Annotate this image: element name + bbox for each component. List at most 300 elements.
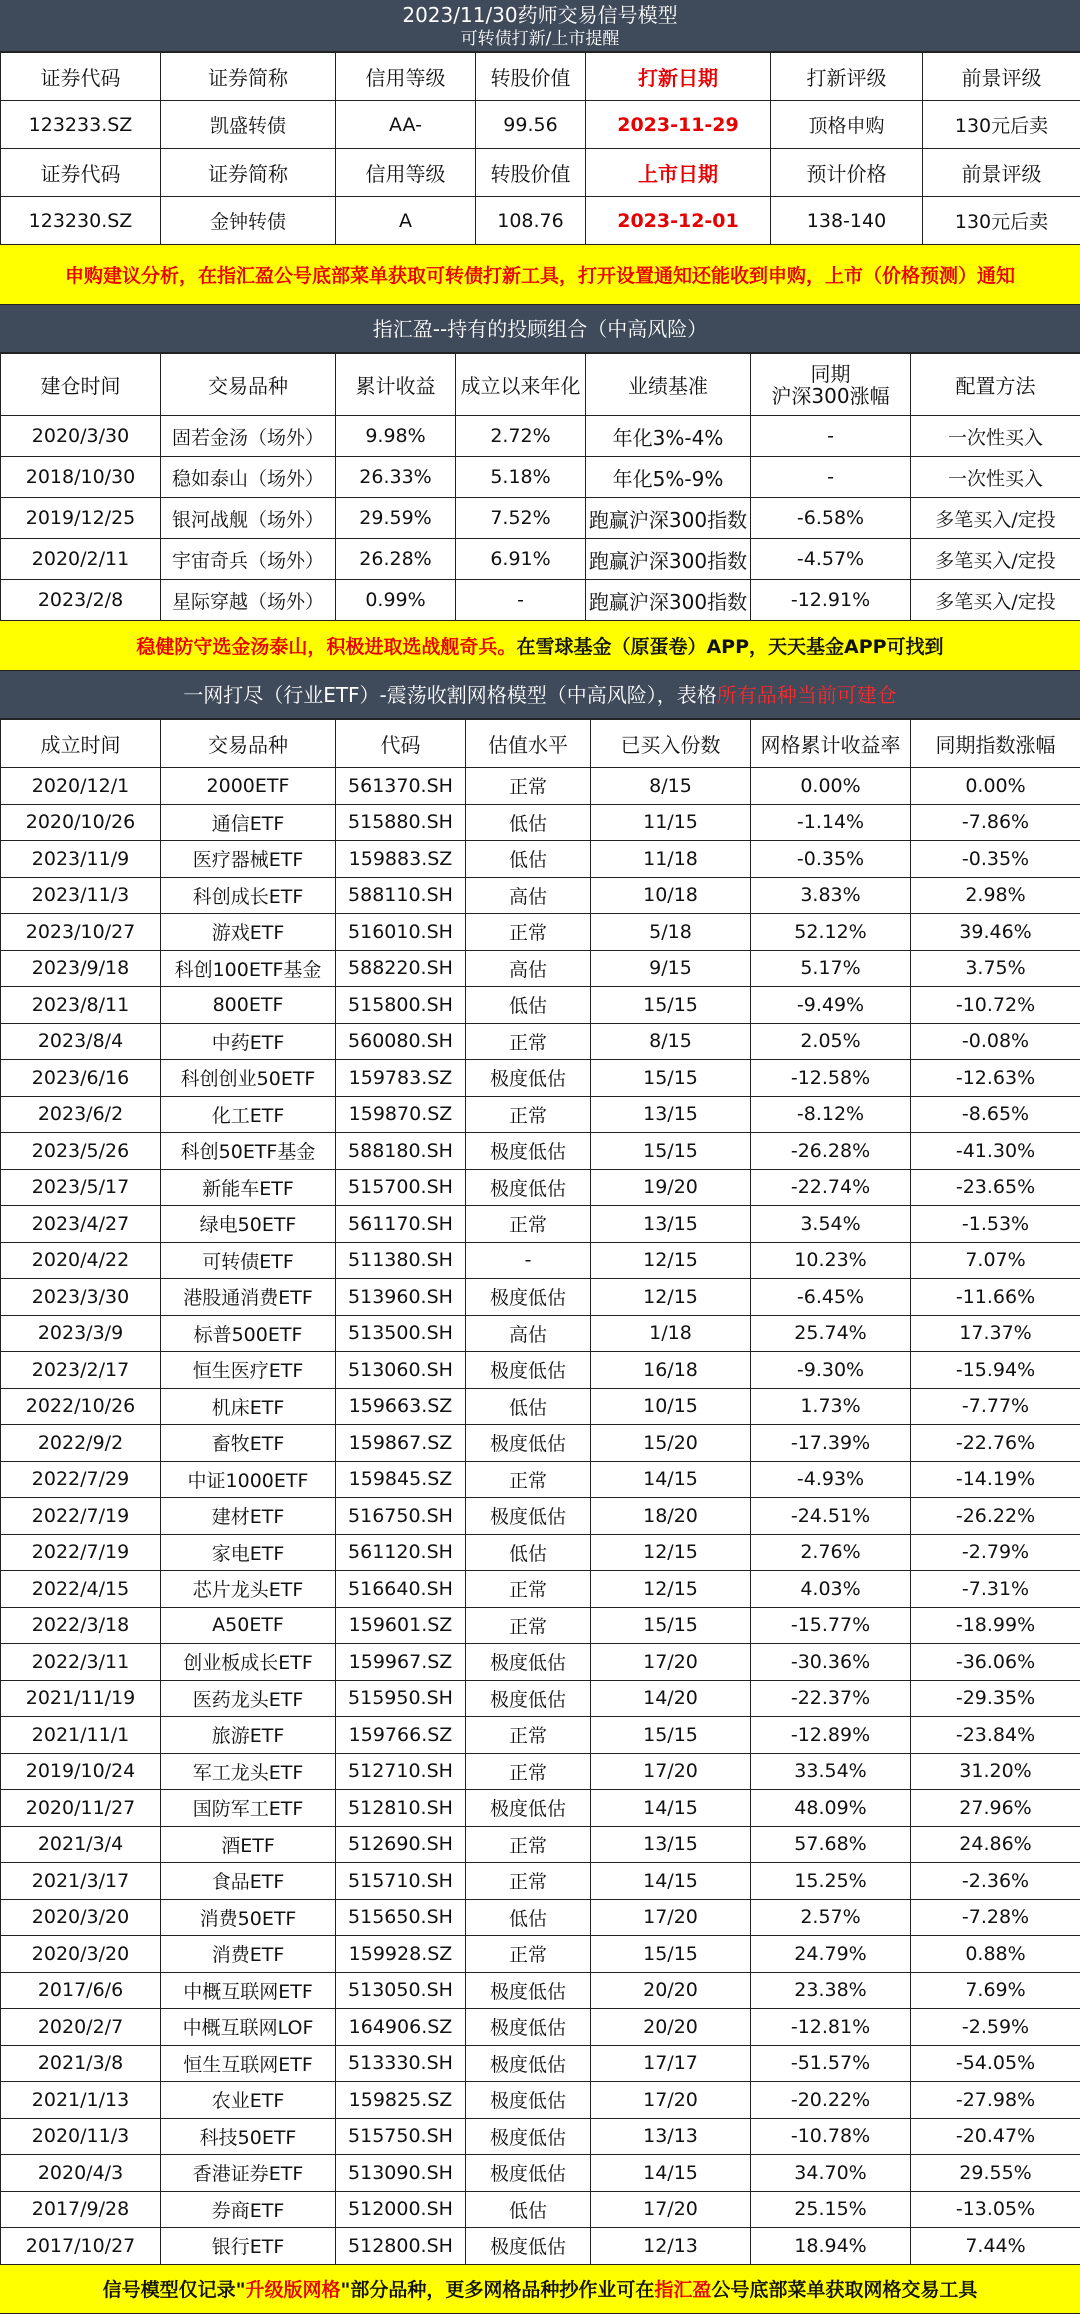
table-row (1, 1571, 1080, 1608)
table-cell: 中概互联网ETF (161, 1972, 336, 2009)
table-cell: 10/15 (591, 1388, 751, 1425)
table-cell: 17/20 (591, 2191, 751, 2228)
table-cell: 极度低估 (466, 2118, 591, 2155)
table-cell: 24.86% (911, 1826, 1080, 1863)
table-cell: -6.45% (751, 1279, 911, 1316)
table-cell: 芯片龙头ETF (161, 1571, 336, 1608)
column-header: 建仓时间 (1, 354, 161, 416)
table-cell: -10.78% (751, 2118, 911, 2155)
table-cell: 588110.SH (336, 877, 466, 914)
table-row (1, 1790, 1080, 1827)
table-cell: 2023/3/30 (1, 1279, 161, 1316)
table-row (1, 768, 1080, 805)
table-cell: -2.36% (911, 1863, 1080, 1900)
table-row (1, 950, 1080, 987)
table-row (1, 2118, 1080, 2155)
column-header: 配置方法 (911, 354, 1080, 416)
table-cell: 极度低估 (466, 1169, 591, 1206)
table-cell: 8/15 (591, 1023, 751, 1060)
header-line: 同期 (753, 363, 908, 385)
table-row (1, 1644, 1080, 1681)
table-cell: 19/20 (591, 1169, 751, 1206)
table-cell: -7.31% (911, 1571, 1080, 1608)
column-header: 成立以来年化 (456, 354, 586, 416)
table-cell: 159870.SZ (336, 1096, 466, 1133)
table-cell: 29.55% (911, 2155, 1080, 2192)
table-cell: 低估 (466, 804, 591, 841)
table-cell: 正常 (466, 1096, 591, 1133)
column-header: 累计收益 (336, 354, 456, 416)
table-cell: 2021/11/19 (1, 1680, 161, 1717)
table-cell: 2022/7/19 (1, 1534, 161, 1571)
table-cell: 低估 (466, 1899, 591, 1936)
table-cell: 15/15 (591, 1133, 751, 1170)
table-cell: 2023/11/9 (1, 841, 161, 878)
table-cell: 科创成长ETF (161, 877, 336, 914)
table-row (1, 1498, 1080, 1535)
table-cell: 消费ETF (161, 1936, 336, 1973)
table-cell: 食品ETF (161, 1863, 336, 1900)
table-cell: 14/15 (591, 1863, 751, 1900)
portfolio-header-row (1, 354, 1080, 416)
column-header-benchmark (751, 354, 911, 416)
table-cell: 16/18 (591, 1352, 751, 1389)
table-cell: 159825.SZ (336, 2082, 466, 2119)
table-cell: 2022/4/15 (1, 1571, 161, 1608)
table-cell: 17/17 (591, 2045, 751, 2082)
table-row (1, 1425, 1080, 1462)
grid-title-highlight: 所有品种当前可建仓 (717, 682, 897, 708)
table-cell: -51.57% (751, 2045, 911, 2082)
table-cell: 2021/3/17 (1, 1863, 161, 1900)
table-cell: 29.59% (336, 498, 456, 539)
table-cell: 512800.SH (336, 2228, 466, 2265)
table-cell: 12/13 (591, 2228, 751, 2265)
notice-portfolio (0, 621, 1080, 671)
table-cell: 0.99% (336, 580, 456, 621)
table-cell: 20/20 (591, 1972, 751, 2009)
table-cell: 512810.SH (336, 1790, 466, 1827)
table-cell: 固若金汤（场外） (161, 416, 336, 457)
table-cell: 建材ETF (161, 1498, 336, 1535)
table-cell: 科创50ETF基金 (161, 1133, 336, 1170)
table-cell: 513050.SH (336, 1972, 466, 2009)
column-header: 信用等级 (336, 53, 476, 101)
table-cell: 2021/3/4 (1, 1826, 161, 1863)
table-cell: 33.54% (751, 1753, 911, 1790)
column-header: 证券简称 (161, 53, 336, 101)
table-cell: 588220.SH (336, 950, 466, 987)
table-cell: -26.28% (751, 1133, 911, 1170)
table-cell: 国防军工ETF (161, 1790, 336, 1827)
table-cell: 513330.SH (336, 2045, 466, 2082)
table-cell: 港股通消费ETF (161, 1279, 336, 1316)
table-cell: 2017/6/6 (1, 1972, 161, 2009)
table-cell: 515950.SH (336, 1680, 466, 1717)
notice-subscription: 申购建议分析，在指汇盈公号底部菜单获取可转债打新工具，打开设置通知还能收到申购，上市（价格预测）通知 (0, 245, 1080, 305)
table-cell: 159867.SZ (336, 1425, 466, 1462)
table-cell: 恒生医疗ETF (161, 1352, 336, 1389)
table-cell: -6.58% (751, 498, 911, 539)
table-cell: 108.76 (476, 197, 586, 245)
table-cell: 2020/2/11 (1, 539, 161, 580)
table-cell: 130元后卖 (923, 101, 1080, 149)
table-cell: 13/15 (591, 1826, 751, 1863)
table-row (1, 1461, 1080, 1498)
table-cell: 星际穿越（场外） (161, 580, 336, 621)
grid-header-row (1, 720, 1080, 768)
table-cell: 13/15 (591, 1206, 751, 1243)
table-cell: 正常 (466, 1023, 591, 1060)
column-header: 预计价格 (771, 149, 923, 197)
table-cell: 2023-12-01 (586, 197, 771, 245)
table-cell: -9.30% (751, 1352, 911, 1389)
table-row (1, 416, 1080, 457)
column-header: 交易品种 (161, 720, 336, 768)
column-header: 打新评级 (771, 53, 923, 101)
table-cell: 15/15 (591, 1607, 751, 1644)
table-cell: 1.73% (751, 1388, 911, 1425)
table-cell: -22.76% (911, 1425, 1080, 1462)
table-cell: 2017/10/27 (1, 2228, 161, 2265)
table-cell: 2021/3/8 (1, 2045, 161, 2082)
table-cell: 2019/10/24 (1, 1753, 161, 1790)
table-cell: 159601.SZ (336, 1607, 466, 1644)
bond-row (1, 101, 1080, 149)
table-row (1, 1936, 1080, 1973)
table-cell: 2020/3/20 (1, 1899, 161, 1936)
header-line: 沪深300涨幅 (753, 385, 908, 407)
table-cell: 2020/12/1 (1, 768, 161, 805)
table-cell: 2.05% (751, 1023, 911, 1060)
table-cell: 9/15 (591, 950, 751, 987)
table-cell: 561170.SH (336, 1206, 466, 1243)
table-cell: -24.51% (751, 1498, 911, 1535)
table-cell: 0.00% (911, 768, 1080, 805)
table-cell: 稳如泰山（场外） (161, 457, 336, 498)
table-cell: -54.05% (911, 2045, 1080, 2082)
table-row (1, 1717, 1080, 1754)
table-cell: -12.91% (751, 580, 911, 621)
table-cell: 2023/2/17 (1, 1352, 161, 1389)
page-subtitle: 可转债打新/上市提醒 (461, 28, 620, 50)
table-cell: 513500.SH (336, 1315, 466, 1352)
table-cell: 中证1000ETF (161, 1461, 336, 1498)
table-row (1, 2228, 1080, 2265)
table-cell: 4.03% (751, 1571, 911, 1608)
table-cell: 消费50ETF (161, 1899, 336, 1936)
table-cell: 正常 (466, 1863, 591, 1900)
table-cell: -2.59% (911, 2009, 1080, 2046)
table-cell: -7.77% (911, 1388, 1080, 1425)
column-header: 已买入份数 (591, 720, 751, 768)
table-cell: 科创100ETF基金 (161, 950, 336, 987)
table-cell: 2022/9/2 (1, 1425, 161, 1462)
notice-portfolio-red: 稳健防守选金汤泰山，积极进取选战舰奇兵。 (136, 632, 516, 659)
table-row (1, 1133, 1080, 1170)
table-cell: 15.25% (751, 1863, 911, 1900)
table-cell: 2023/3/9 (1, 1315, 161, 1352)
table-cell: 130元后卖 (923, 197, 1080, 245)
table-cell: 正常 (466, 1753, 591, 1790)
table-cell: -26.22% (911, 1498, 1080, 1535)
table-row (1, 1352, 1080, 1389)
table-cell: 创业板成长ETF (161, 1644, 336, 1681)
table-cell: 2000ETF (161, 768, 336, 805)
table-cell: 12/15 (591, 1279, 751, 1316)
table-cell: 26.33% (336, 457, 456, 498)
table-cell: 多笔买入/定投 (911, 580, 1080, 621)
table-cell: 512710.SH (336, 1753, 466, 1790)
table-cell: -8.12% (751, 1096, 911, 1133)
table-cell: 0.00% (751, 768, 911, 805)
portfolio-title-band (0, 305, 1080, 353)
table-cell: -15.77% (751, 1607, 911, 1644)
table-cell: 57.68% (751, 1826, 911, 1863)
column-header: 估值水平 (466, 720, 591, 768)
table-cell: 7.07% (911, 1242, 1080, 1279)
table-cell: 银行ETF (161, 2228, 336, 2265)
table-cell: -27.98% (911, 2082, 1080, 2119)
table-cell: 159928.SZ (336, 1936, 466, 1973)
table-cell: 可转债ETF (161, 1242, 336, 1279)
table-cell: -12.89% (751, 1717, 911, 1754)
table-cell: 游戏ETF (161, 914, 336, 951)
table-cell: -23.84% (911, 1717, 1080, 1754)
table-cell: 515710.SH (336, 1863, 466, 1900)
table-row (1, 1972, 1080, 2009)
table-cell: 164906.SZ (336, 2009, 466, 2046)
column-header: 交易品种 (161, 354, 336, 416)
table-cell: 高估 (466, 877, 591, 914)
table-cell: 正常 (466, 1717, 591, 1754)
table-cell: 159766.SZ (336, 1717, 466, 1754)
table-cell: 年化5%-9% (586, 457, 751, 498)
table-cell: 多笔买入/定投 (911, 539, 1080, 580)
table-cell: 高估 (466, 1315, 591, 1352)
table-cell: 15/15 (591, 1060, 751, 1097)
table-cell: 5.17% (751, 950, 911, 987)
table-cell: 14/20 (591, 1680, 751, 1717)
table-cell: 513060.SH (336, 1352, 466, 1389)
table-cell: 一次性买入 (911, 416, 1080, 457)
table-cell: 3.54% (751, 1206, 911, 1243)
table-cell: 宇宙奇兵（场外） (161, 539, 336, 580)
table-cell: 香港证券ETF (161, 2155, 336, 2192)
table-cell: 52.12% (751, 914, 911, 951)
table-cell: 27.96% (911, 1790, 1080, 1827)
table-cell: 8/15 (591, 768, 751, 805)
table-cell: -0.08% (911, 1023, 1080, 1060)
table-row (1, 1607, 1080, 1644)
column-header: 证券代码 (1, 149, 161, 197)
table-cell: 515800.SH (336, 987, 466, 1024)
table-row (1, 2155, 1080, 2192)
table-cell: 旅游ETF (161, 1717, 336, 1754)
table-cell: A (336, 197, 476, 245)
table-cell: 159967.SZ (336, 1644, 466, 1681)
table-cell: -10.72% (911, 987, 1080, 1024)
table-cell: 2023/10/27 (1, 914, 161, 951)
table-cell: 14/15 (591, 1790, 751, 1827)
grid-table (0, 719, 1080, 2265)
table-cell: -0.35% (751, 841, 911, 878)
table-cell: -14.19% (911, 1461, 1080, 1498)
table-cell: 15/20 (591, 1425, 751, 1462)
table-cell: -20.22% (751, 2082, 911, 2119)
table-cell: A50ETF (161, 1607, 336, 1644)
table-cell: 3.83% (751, 877, 911, 914)
table-cell: 13/15 (591, 1096, 751, 1133)
table-cell: -15.94% (911, 1352, 1080, 1389)
table-cell: 极度低估 (466, 1644, 591, 1681)
table-cell: 516010.SH (336, 914, 466, 951)
table-cell: 34.70% (751, 2155, 911, 2192)
table-cell: 1/18 (591, 1315, 751, 1352)
table-cell: 极度低估 (466, 2228, 591, 2265)
table-cell: 2023/4/27 (1, 1206, 161, 1243)
table-cell: 极度低估 (466, 1133, 591, 1170)
table-cell: 正常 (466, 1607, 591, 1644)
table-cell: 2023/6/16 (1, 1060, 161, 1097)
table-cell: 2020/3/20 (1, 1936, 161, 1973)
table-cell: 2020/4/3 (1, 2155, 161, 2192)
bond-table (0, 52, 1080, 245)
table-row (1, 914, 1080, 951)
table-row (1, 1680, 1080, 1717)
table-cell: 15/15 (591, 987, 751, 1024)
table-cell: 极度低估 (466, 1352, 591, 1389)
table-cell: 5/18 (591, 914, 751, 951)
table-row (1, 987, 1080, 1024)
table-cell: 2023/8/4 (1, 1023, 161, 1060)
table-cell: 5.18% (456, 457, 586, 498)
table-cell: 银河战舰（场外） (161, 498, 336, 539)
table-cell: 516640.SH (336, 1571, 466, 1608)
table-cell: 新能车ETF (161, 1169, 336, 1206)
table-cell: 99.56 (476, 101, 586, 149)
table-cell: -29.35% (911, 1680, 1080, 1717)
table-row (1, 1206, 1080, 1243)
table-cell: 24.79% (751, 1936, 911, 1973)
table-cell: 9.98% (336, 416, 456, 457)
table-cell: 绿电50ETF (161, 1206, 336, 1243)
table-cell: 10/18 (591, 877, 751, 914)
table-cell: -18.99% (911, 1607, 1080, 1644)
table-row (1, 1279, 1080, 1316)
table-row (1, 2045, 1080, 2082)
table-cell: 31.20% (911, 1753, 1080, 1790)
table-cell: 恒生互联网ETF (161, 2045, 336, 2082)
table-cell: 低估 (466, 1534, 591, 1571)
table-cell: 6.91% (456, 539, 586, 580)
table-cell: 513090.SH (336, 2155, 466, 2192)
table-cell: 12/15 (591, 1571, 751, 1608)
table-cell: 2018/10/30 (1, 457, 161, 498)
table-cell: 顶格申购 (771, 101, 923, 149)
table-cell: 2017/9/28 (1, 2191, 161, 2228)
table-cell: 39.46% (911, 914, 1080, 951)
table-cell: 化工ETF (161, 1096, 336, 1133)
column-header: 前景评级 (923, 149, 1080, 197)
table-cell: 516750.SH (336, 1498, 466, 1535)
table-cell: -9.49% (751, 987, 911, 1024)
table-cell: 2020/11/3 (1, 2118, 161, 2155)
table-cell: 极度低估 (466, 1680, 591, 1717)
table-cell: -4.57% (751, 539, 911, 580)
table-cell: 12/15 (591, 1534, 751, 1571)
table-cell: 中概互联网LOF (161, 2009, 336, 2046)
table-cell: 跑赢沪深300指数 (586, 498, 751, 539)
table-cell: 凯盛转债 (161, 101, 336, 149)
table-cell: 560080.SH (336, 1023, 466, 1060)
table-cell: 通信ETF (161, 804, 336, 841)
table-cell: 2.57% (751, 1899, 911, 1936)
table-cell: 极度低估 (466, 1498, 591, 1535)
table-row (1, 1753, 1080, 1790)
bond-row (1, 197, 1080, 245)
table-cell: 2023/2/8 (1, 580, 161, 621)
table-cell: 2023/6/2 (1, 1096, 161, 1133)
table-cell: -7.28% (911, 1899, 1080, 1936)
table-row (1, 1242, 1080, 1279)
table-cell: AA- (336, 101, 476, 149)
table-row (1, 1060, 1080, 1097)
table-cell: 25.74% (751, 1315, 911, 1352)
table-cell: 159663.SZ (336, 1388, 466, 1425)
column-header: 打新日期 (586, 53, 771, 101)
table-cell: 7.44% (911, 2228, 1080, 2265)
table-cell: 极度低估 (466, 1972, 591, 2009)
column-header: 转股价值 (476, 53, 586, 101)
table-row (1, 1534, 1080, 1571)
table-cell: 极度低估 (466, 2009, 591, 2046)
table-cell: 138-140 (771, 197, 923, 245)
table-cell: -11.66% (911, 1279, 1080, 1316)
table-cell: 2019/12/25 (1, 498, 161, 539)
table-cell: -41.30% (911, 1133, 1080, 1170)
table-cell: 极度低估 (466, 1060, 591, 1097)
table-cell: -12.58% (751, 1060, 911, 1097)
table-row (1, 1899, 1080, 1936)
table-cell: -20.47% (911, 2118, 1080, 2155)
table-cell: 机床ETF (161, 1388, 336, 1425)
table-cell: 正常 (466, 1826, 591, 1863)
table-cell: 15/15 (591, 1936, 751, 1973)
table-cell: -22.37% (751, 1680, 911, 1717)
column-header: 信用等级 (336, 149, 476, 197)
table-cell: 低估 (466, 2191, 591, 2228)
column-header: 同期指数涨幅 (911, 720, 1080, 768)
table-cell: 2020/10/26 (1, 804, 161, 841)
table-cell: 酒ETF (161, 1826, 336, 1863)
table-cell: 10.23% (751, 1242, 911, 1279)
table-cell: 2023/5/26 (1, 1133, 161, 1170)
table-cell: 561370.SH (336, 768, 466, 805)
table-cell: -23.65% (911, 1169, 1080, 1206)
table-row (1, 1315, 1080, 1352)
table-row (1, 539, 1080, 580)
table-row (1, 877, 1080, 914)
table-row (1, 804, 1080, 841)
table-cell: -8.65% (911, 1096, 1080, 1133)
table-cell: 2022/10/26 (1, 1388, 161, 1425)
table-cell: 极度低估 (466, 1279, 591, 1316)
table-cell: 科技50ETF (161, 2118, 336, 2155)
table-row (1, 1863, 1080, 1900)
table-cell: 7.52% (456, 498, 586, 539)
table-cell: 2.72% (456, 416, 586, 457)
